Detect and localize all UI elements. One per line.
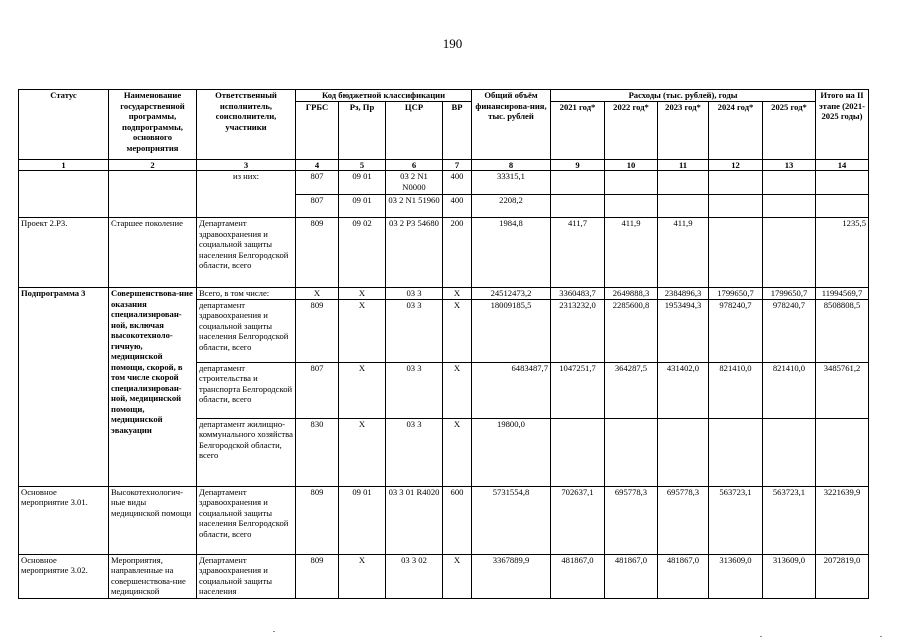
header-total-financing: Общий объём финансирова-ния, тыс. рублей [472, 90, 551, 160]
responsible-cell: Департамент здравоохранения и социальной защиты населения [197, 554, 296, 598]
y2025-cell [763, 418, 816, 486]
y2025-cell: 978240,7 [763, 299, 816, 362]
table-row [19, 554, 869, 598]
table-row [19, 288, 869, 300]
table-row [19, 218, 869, 288]
total-cell: 33315,1 [472, 171, 551, 195]
stage-cell: 8508808,5 [816, 299, 869, 362]
responsible-cell: Всего, в том числе: [197, 288, 296, 300]
vr-cell: X [443, 288, 472, 300]
grbs-cell: 809 [296, 299, 339, 362]
col-number: 9 [551, 159, 605, 171]
y2022-cell: 2285600,8 [605, 299, 658, 362]
rz-cell: X [339, 288, 386, 300]
csr-cell: 03 2 Р3 54680 [386, 218, 443, 288]
rz-cell: X [339, 299, 386, 362]
col-number: 8 [472, 159, 551, 171]
y2021-cell [551, 171, 605, 195]
status-cell: Проект 2.Р3. [19, 218, 109, 288]
responsible-cell: Департамент здравоохранения и социальной защиты населения Белгородской области, всего [197, 486, 296, 554]
y2023-cell: 1953494,3 [658, 299, 709, 362]
csr-cell: 03 2 N1 N0000 [386, 171, 443, 195]
scan-dot [880, 636, 882, 637]
y2022-cell [605, 171, 658, 195]
y2022-cell [605, 195, 658, 218]
total-cell: 18009185,5 [472, 299, 551, 362]
name-cell: Старшее поколение [109, 218, 197, 288]
col-number: 2 [109, 159, 197, 171]
vr-cell: X [443, 554, 472, 598]
total-cell: 3367889,9 [472, 554, 551, 598]
header-2021: 2021 год* [551, 101, 605, 159]
y2025-cell [763, 171, 816, 195]
col-number: 7 [443, 159, 472, 171]
col-number: 12 [709, 159, 763, 171]
y2024-cell [709, 418, 763, 486]
name-cell: Высокотехнологич-ные виды медицинской помощи [109, 486, 197, 554]
scan-dot [760, 636, 762, 637]
col-number: 3 [197, 159, 296, 171]
vr-cell: 600 [443, 486, 472, 554]
vr-cell: 400 [443, 195, 472, 218]
y2022-cell: 411,9 [605, 218, 658, 288]
y2025-cell [763, 218, 816, 288]
responsible-cell: департамент жилищно-коммунального хозяйства Белгородской области, всего [197, 418, 296, 486]
grbs-cell: 807 [296, 171, 339, 195]
header-rz-pr: Рз, Пр [339, 101, 386, 159]
col-number: 1 [19, 159, 109, 171]
vr-cell: 400 [443, 171, 472, 195]
vr-cell: X [443, 299, 472, 362]
y2024-cell [709, 218, 763, 288]
status-cell: Подпрограмма 3 [19, 288, 109, 487]
header-2025: 2025 год* [763, 101, 816, 159]
stage-cell: 2072819,0 [816, 554, 869, 598]
grbs-cell: 809 [296, 218, 339, 288]
responsible-cell: департамент здравоохранения и социальной защиты населения Белгородской области, всего [197, 299, 296, 362]
column-number-row [19, 159, 869, 171]
grbs-cell: 830 [296, 418, 339, 486]
col-number: 6 [386, 159, 443, 171]
y2025-cell [763, 195, 816, 218]
y2025-cell: 563723,1 [763, 486, 816, 554]
scan-dot [273, 631, 275, 632]
csr-cell: 03 2 N1 51960 [386, 195, 443, 218]
y2023-cell: 481867,0 [658, 554, 709, 598]
header-stage-total: Итого на II этапе (2021-2025 годы) [816, 90, 869, 160]
header-grbs: ГРБС [296, 101, 339, 159]
header-row-top [19, 90, 869, 102]
y2021-cell: 702637,1 [551, 486, 605, 554]
header-name: Наименование государственной программы, подпрограммы, основного мероприятия [109, 90, 197, 160]
y2025-cell: 313609,0 [763, 554, 816, 598]
header-expenses: Расходы (тыс. рублей), годы [551, 90, 816, 102]
vr-cell: 200 [443, 218, 472, 288]
y2021-cell: 1047251,7 [551, 362, 605, 418]
header-csr: ЦСР [386, 101, 443, 159]
y2021-cell [551, 418, 605, 486]
header-budget-code: Код бюджетной классификации [296, 90, 472, 102]
grbs-cell: 809 [296, 554, 339, 598]
rz-cell: 09 02 [339, 218, 386, 288]
y2025-cell: 821410,0 [763, 362, 816, 418]
status-cell [19, 171, 109, 218]
stage-cell: 1235,5 [816, 218, 869, 288]
table-row [19, 486, 869, 554]
y2023-cell [658, 418, 709, 486]
csr-cell: 03 3 [386, 418, 443, 486]
table-row [19, 171, 869, 195]
rz-cell: X [339, 554, 386, 598]
total-cell: 19800,0 [472, 418, 551, 486]
responsible-cell: из них: [197, 171, 296, 218]
y2021-cell: 3360483,7 [551, 288, 605, 300]
header-2022: 2022 год* [605, 101, 658, 159]
csr-cell: 03 3 [386, 288, 443, 300]
y2024-cell [709, 171, 763, 195]
y2021-cell: 2313232,0 [551, 299, 605, 362]
stage-cell: 11994569,7 [816, 288, 869, 300]
rz-cell: X [339, 362, 386, 418]
rz-cell: 09 01 [339, 195, 386, 218]
y2022-cell [605, 418, 658, 486]
total-cell: 1984,8 [472, 218, 551, 288]
y2022-cell: 481867,0 [605, 554, 658, 598]
total-cell: 24512473,2 [472, 288, 551, 300]
budget-table [18, 89, 869, 599]
y2021-cell: 481867,0 [551, 554, 605, 598]
y2023-cell: 2384896,3 [658, 288, 709, 300]
stage-cell: 3485761,2 [816, 362, 869, 418]
y2021-cell: 411,7 [551, 218, 605, 288]
csr-cell: 03 3 [386, 362, 443, 418]
status-cell: Основное мероприятие 3.02. [19, 554, 109, 598]
grbs-cell: 807 [296, 362, 339, 418]
y2024-cell: 821410,0 [709, 362, 763, 418]
name-cell: Мероприятия, направленные на совершенствова-ние медицинской [109, 554, 197, 598]
y2024-cell: 313609,0 [709, 554, 763, 598]
name-cell [109, 171, 197, 218]
y2023-cell: 695778,3 [658, 486, 709, 554]
grbs-cell: X [296, 288, 339, 300]
grbs-cell: 807 [296, 195, 339, 218]
y2025-cell: 1799650,7 [763, 288, 816, 300]
stage-cell [816, 171, 869, 195]
stage-cell [816, 418, 869, 486]
total-cell: 6483487,7 [472, 362, 551, 418]
y2024-cell [709, 195, 763, 218]
y2022-cell: 695778,3 [605, 486, 658, 554]
responsible-cell: Департамент здравоохранения и социальной защиты населения Белгородской области, всего [197, 218, 296, 288]
stage-cell [816, 195, 869, 218]
y2024-cell: 563723,1 [709, 486, 763, 554]
name-cell: Совершенствова-ние оказания специализирован-ной, включая высокотехноло-гичную, медицинской помощи, скорой, в том числе скорой специализирован-ной, медицинской помощи, медицинской эвакуации [109, 288, 197, 487]
y2023-cell [658, 171, 709, 195]
csr-cell: 03 3 [386, 299, 443, 362]
stage-cell: 3221639,9 [816, 486, 869, 554]
responsible-cell: департамент строительства и транспорта Белгородской области, всего [197, 362, 296, 418]
y2021-cell [551, 195, 605, 218]
csr-cell: 03 3 01 R4020 [386, 486, 443, 554]
scan-artifacts [0, 630, 905, 640]
csr-cell: 03 3 02 [386, 554, 443, 598]
col-number: 5 [339, 159, 386, 171]
status-cell: Основное мероприятие 3.01. [19, 486, 109, 554]
rz-cell: 09 01 [339, 171, 386, 195]
y2024-cell: 978240,7 [709, 299, 763, 362]
y2022-cell: 364287,5 [605, 362, 658, 418]
header-2023: 2023 год* [658, 101, 709, 159]
y2023-cell: 411,9 [658, 218, 709, 288]
header-2024: 2024 год* [709, 101, 763, 159]
y2022-cell: 2649888,3 [605, 288, 658, 300]
total-cell: 5731554,8 [472, 486, 551, 554]
grbs-cell: 809 [296, 486, 339, 554]
col-number: 11 [658, 159, 709, 171]
rz-cell: X [339, 418, 386, 486]
col-number: 14 [816, 159, 869, 171]
rz-cell: 09 01 [339, 486, 386, 554]
y2024-cell: 1799650,7 [709, 288, 763, 300]
header-vr: ВР [443, 101, 472, 159]
vr-cell: X [443, 362, 472, 418]
total-cell: 2208,2 [472, 195, 551, 218]
vr-cell: X [443, 418, 472, 486]
page-number: 190 [442, 36, 463, 51]
header-status: Статус [19, 90, 109, 160]
col-number: 13 [763, 159, 816, 171]
col-number: 4 [296, 159, 339, 171]
y2023-cell: 431402,0 [658, 362, 709, 418]
col-number: 10 [605, 159, 658, 171]
header-responsible: Ответственный исполнитель, соисполнители, участники [197, 90, 296, 160]
y2023-cell [658, 195, 709, 218]
